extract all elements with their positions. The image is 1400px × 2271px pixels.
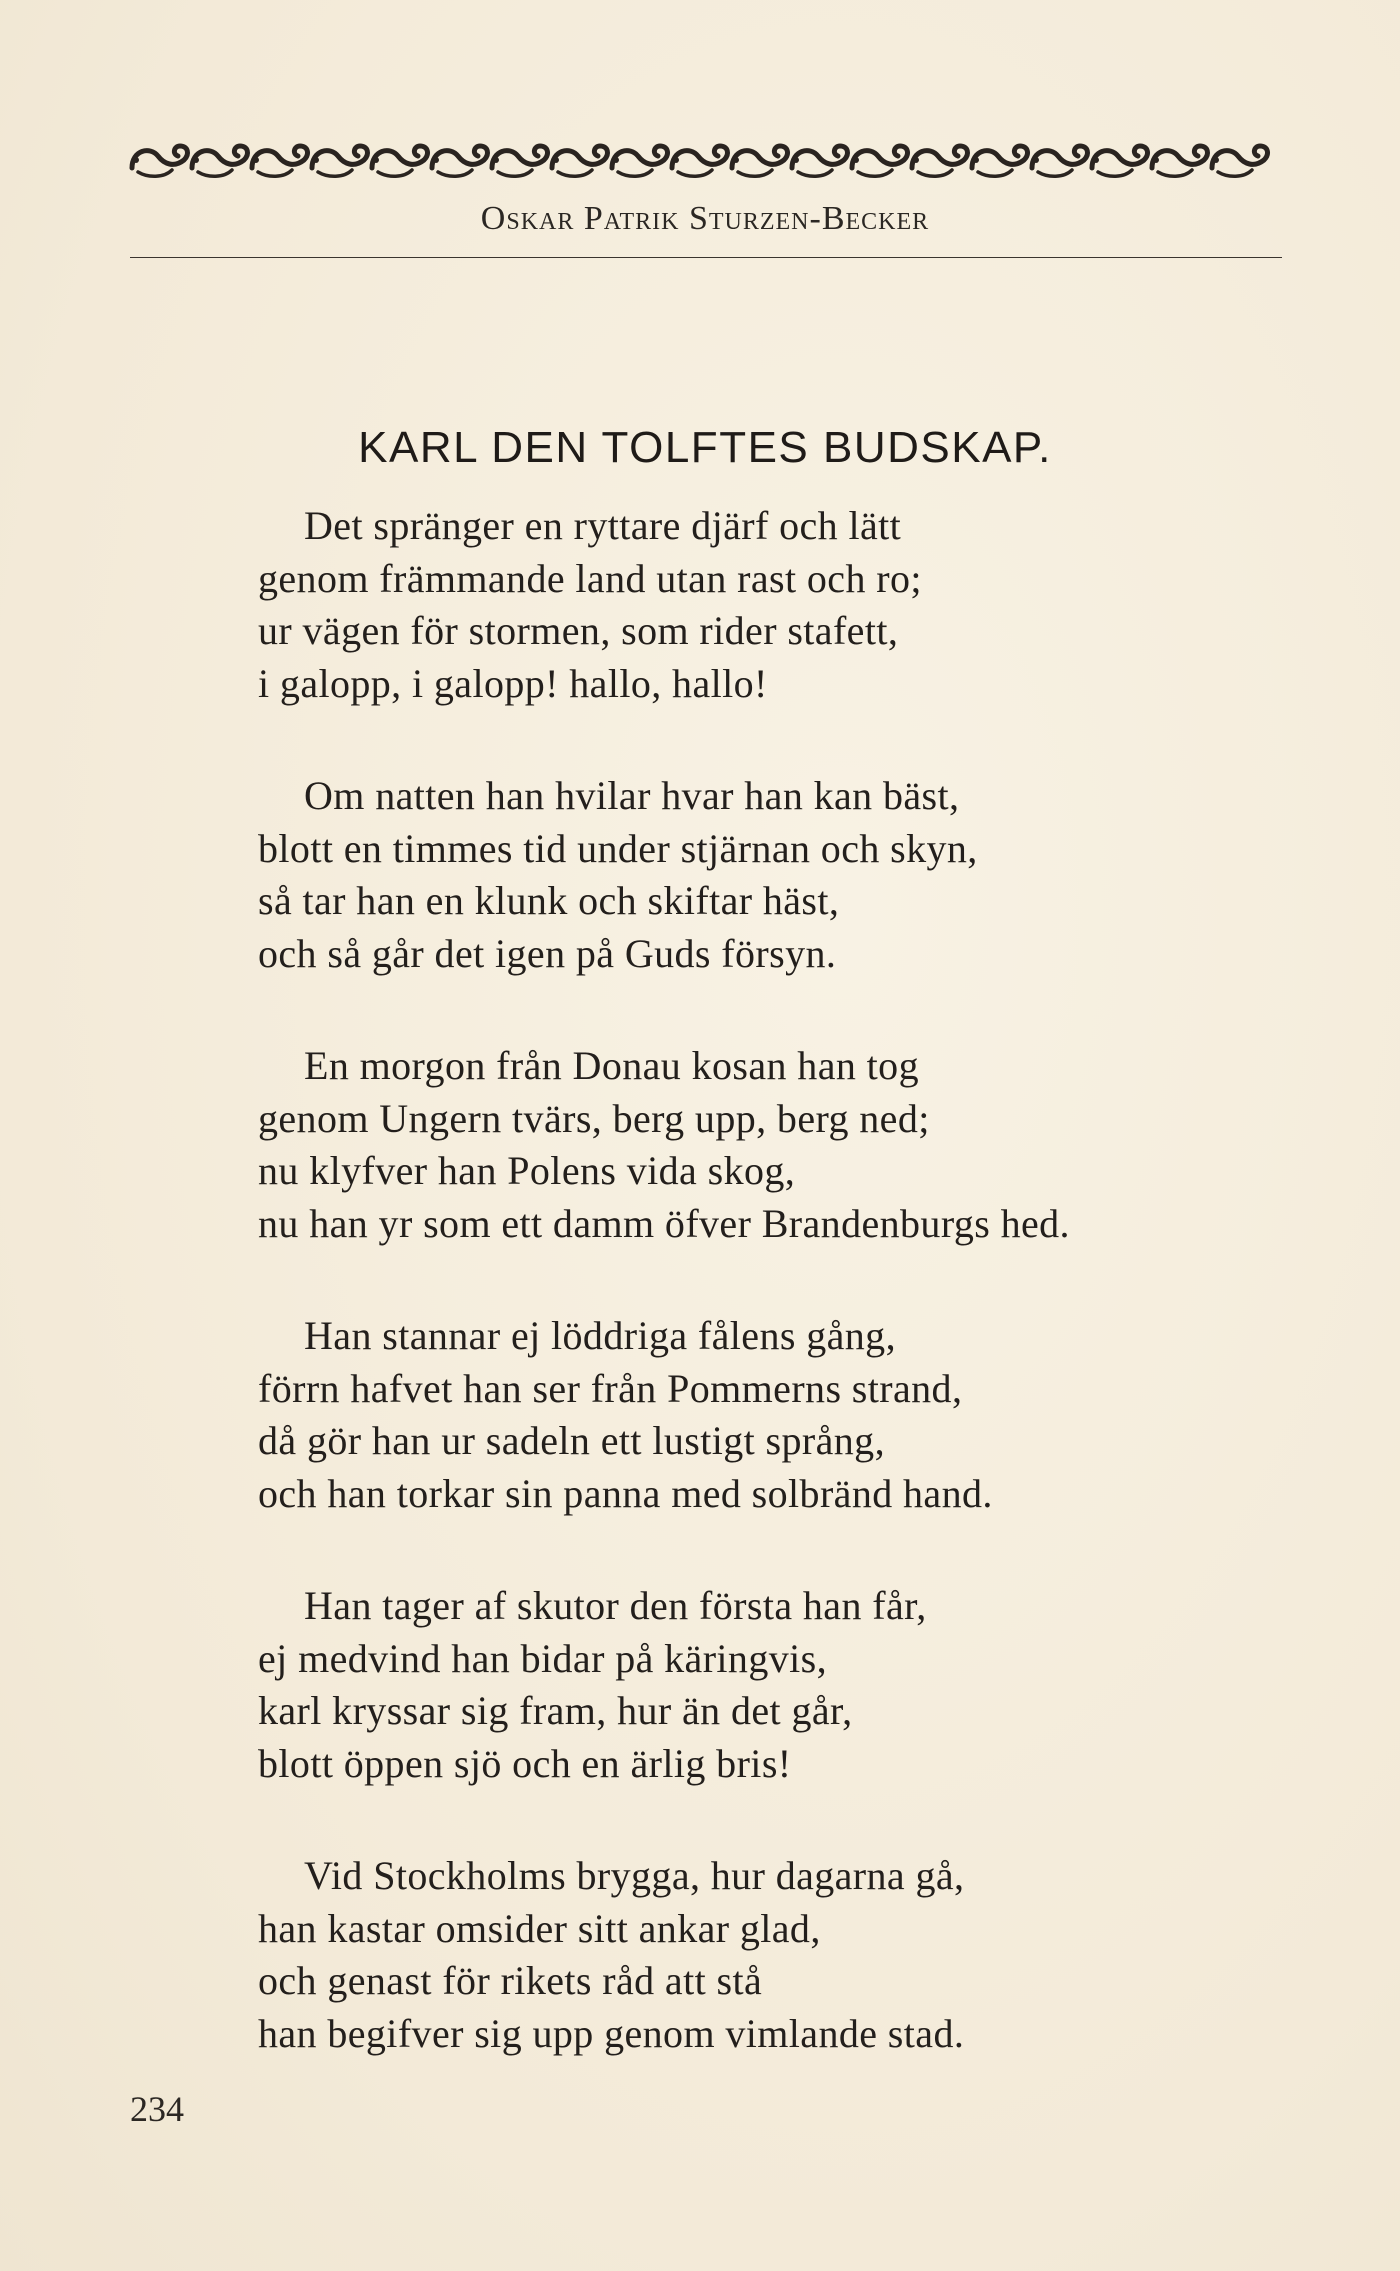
- poem-body: [258, 500, 1298, 2060]
- stanza-gap: [258, 710, 1298, 770]
- verse-line: ej medvind han bidar på käringvis,: [258, 1635, 828, 1681]
- verse-line: En morgon från Donau kosan han tog: [304, 1043, 919, 1088]
- stanza-gap: [258, 1520, 1298, 1580]
- verse-line: nu han yr som ett damm öfver Brandenburgs hed.: [258, 1200, 1070, 1246]
- stanza-3: [258, 1040, 1298, 1250]
- stanza-gap: [258, 980, 1298, 1040]
- verse-line: Om natten han hvilar hvar han kan bäst,: [304, 773, 960, 818]
- stanza-1: [258, 500, 1298, 710]
- verse-line: Vid Stockholms brygga, hur dagarna gå,: [304, 1853, 965, 1898]
- verse-line: nu klyfver han Polens vida skog,: [258, 1148, 796, 1193]
- verse-line: Han tager af skutor den första han får,: [304, 1583, 927, 1628]
- verse-line: ur vägen för stormen, som rider stafett,: [258, 608, 899, 653]
- running-head-author: Oskar Patrik Sturzen-Becker: [480, 200, 930, 237]
- stanza-6: [258, 1850, 1298, 2060]
- stanza-2: [258, 770, 1298, 980]
- verse-line: Han stannar ej löddriga fålens gång,: [304, 1313, 896, 1358]
- stanza-5: [258, 1580, 1298, 1790]
- verse-line: han begifver sig upp genom vimlande stad.: [258, 2010, 965, 2056]
- verse-line: så tar han en klunk och skiftar häst,: [258, 878, 840, 923]
- poem-title: KARL DEN TOLFTES BUDSKAP.: [358, 423, 1052, 473]
- stanza-gap: [258, 1250, 1298, 1310]
- verse-line: genom Ungern tvärs, berg upp, berg ned;: [258, 1095, 930, 1141]
- verse-line: och han torkar sin panna med solbränd hand.: [258, 1470, 993, 1516]
- verse-line: förrn hafvet han ser från Pommerns strand,: [258, 1365, 963, 1411]
- stanza-4: [258, 1310, 1298, 1520]
- verse-line: och så går det igen på Guds försyn.: [258, 930, 837, 976]
- verse-line: blott öppen sjö och en ärlig bris!: [258, 1740, 792, 1786]
- verse-line: i galopp, i galopp! hallo, hallo!: [258, 660, 768, 706]
- verse-line: karl kryssar sig fram, hur än det går,: [258, 1688, 853, 1733]
- verse-line: då gör han ur sadeln ett lustigt språng,: [258, 1418, 885, 1463]
- header-rule: [130, 257, 1282, 258]
- verse-line: genom främmande land utan rast och ro;: [258, 555, 922, 601]
- verse-line: Det spränger en ryttare djärf och lätt: [304, 503, 902, 548]
- page-number: 234: [130, 2089, 184, 2129]
- stanza-gap: [258, 1790, 1298, 1850]
- verse-line: blott en timmes tid under stjärnan och skyn,: [258, 825, 978, 871]
- verse-line: och genast för rikets råd att stå: [258, 1958, 763, 2003]
- decorative-ornament-border: [128, 138, 1274, 186]
- verse-line: han kastar omsider sitt ankar glad,: [258, 1905, 821, 1951]
